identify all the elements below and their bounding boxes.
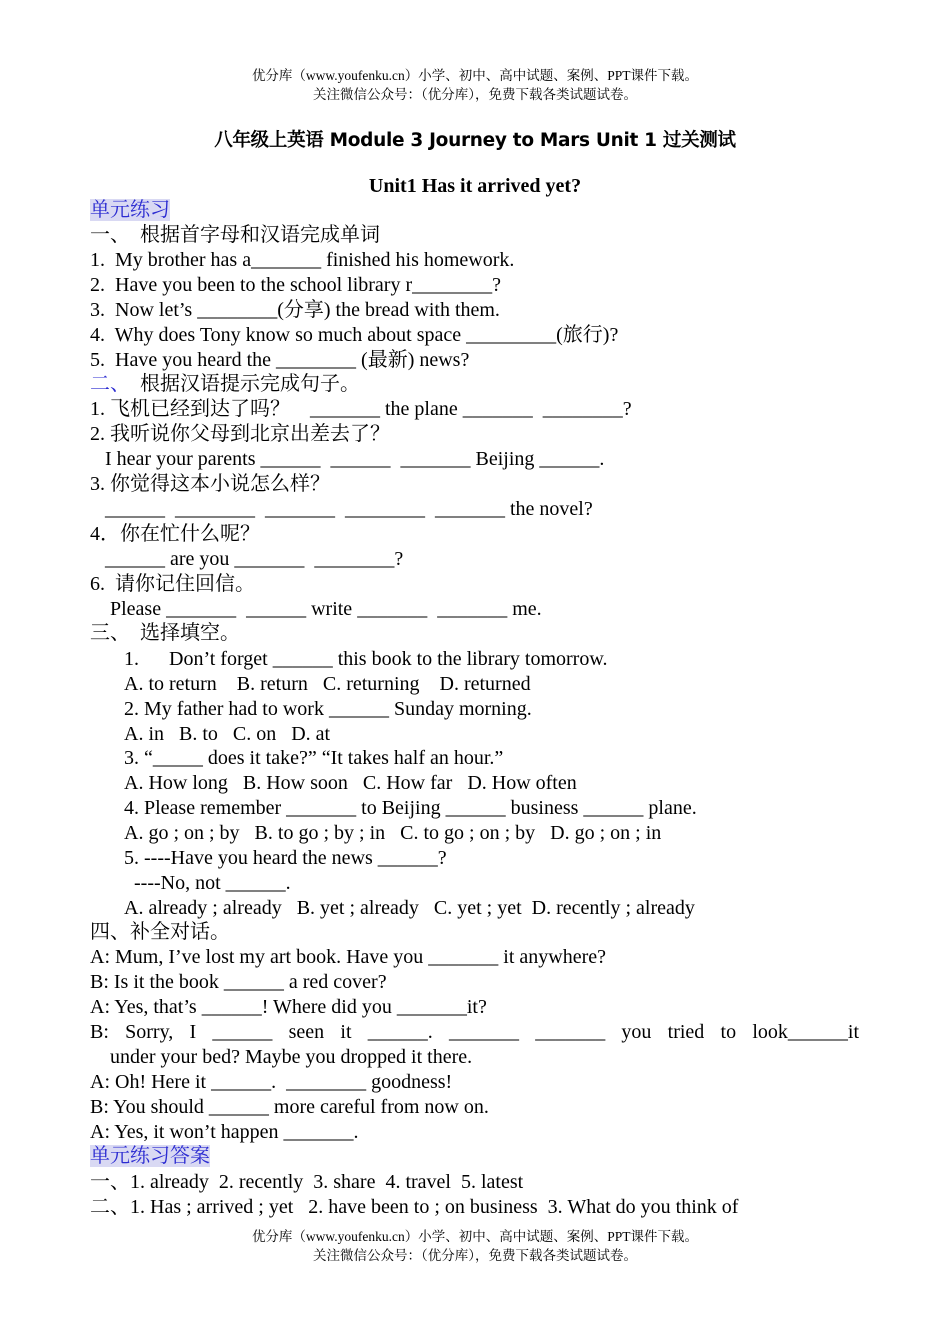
dialogue-line: under your bed? Maybe you dropped it there. — [90, 1046, 473, 1068]
part2-item: 4．你在忙什么呢？ — [90, 523, 260, 545]
part2-item: Please _______ ______ write _______ _______ me. — [90, 598, 542, 620]
part3-question: 2. My father had to work ______ Sunday morning. — [124, 698, 532, 720]
part3-question: ----No, not ______. — [124, 872, 291, 894]
part4-heading: 四、补全对话。 — [90, 921, 230, 943]
part2-heading: 二、 根据汉语提示完成句子。 — [90, 373, 360, 395]
answer-line: 二、1. Has ; arrived ; yet 2. have been to ; on business 3. What do you think of — [90, 1196, 739, 1218]
part3-question: 5. ----Have you heard the news ______? — [124, 847, 447, 869]
answer-line: 一、1. already 2. recently 3. share 4. travel 5. latest — [90, 1171, 524, 1193]
part2-item: 3. 你觉得这本小说怎么样？ — [90, 473, 330, 495]
part3-options: A. How long B. How soon C. How far D. How often — [124, 772, 577, 794]
part3-question: 1. Don’t forget ______ this book to the library tomorrow. — [124, 648, 608, 670]
dialogue-line: B: Is it the book ______ a red cover? — [90, 971, 387, 993]
part2-item: 6. 请你记住回信。 — [90, 573, 255, 595]
header-line-2: 关注微信公众号：（优分库），免费下载各类试题试卷。 — [313, 87, 637, 102]
part3-question: 4. Please remember _______ to Beijing ______ business ______ plane. — [124, 797, 697, 819]
part3-options: A. go ; on ; by B. to go ; by ; in C. to go ; on ; by D. go ; on ; in — [124, 822, 662, 844]
section-practice-heading: 单元练习 — [90, 199, 170, 221]
page-title: 八年级上英语 Module 3 Journey to Mars Unit 1 过关测试 — [214, 130, 736, 151]
part2-item: I hear your parents ______ ______ _______ Beijing ______. — [90, 448, 605, 470]
part1-item: 3. Now let’s ________(分享) the bread with them. — [90, 299, 500, 321]
dialogue-line: B: Sorry, I ______ seen it ______. _______ _______ you tried to look______it — [90, 1021, 859, 1043]
part1-item: 4. Why does Tony know so much about space _________(旅行)? — [90, 324, 619, 346]
part3-options: A. to return B. return C. returning D. returned — [124, 673, 531, 695]
part2-item: 1. 飞机已经到达了吗？ _______ the plane _______ ________? — [90, 398, 632, 420]
part3-heading: 三、 选择填空。 — [90, 622, 240, 644]
part1-item: 2. Have you been to the school library r________? — [90, 274, 502, 296]
dialogue-line: A: Oh! Here it ______. ________ goodness! — [90, 1071, 453, 1093]
part3-options: A. already ; already B. yet ; already C. yet ; yet D. recently ; already — [124, 897, 695, 919]
part3-question: 3. “_____ does it take?” “It takes half an hour.” — [124, 747, 504, 769]
dialogue-line: A: Yes, that’s ______! Where did you _______it? — [90, 996, 487, 1018]
part2-item: ______ are you _______ ________? — [90, 548, 404, 570]
header-line-1: 优分库（www.youfenku.cn）小学、初中、高中试题、案例、PPT课件下载。 — [251, 68, 699, 83]
part1-heading: 一、 根据首字母和汉语完成单词 — [90, 224, 380, 246]
dialogue-line: A: Yes, it won’t happen _______. — [90, 1121, 359, 1143]
part2-item: 2. 我听说你父母到北京出差去了？ — [90, 423, 390, 445]
part3-options: A. in B. to C. on D. at — [124, 723, 331, 745]
part1-item: 1. My brother has a_______ finished his homework. — [90, 249, 515, 271]
footer-line-1: 优分库（www.youfenku.cn）小学、初中、高中试题、案例、PPT课件下载。 — [251, 1229, 699, 1244]
part1-item: 5. Have you heard the ________ (最新) news? — [90, 349, 470, 371]
section-answers-heading: 单元练习答案 — [90, 1145, 210, 1167]
part2-item: ______ ________ _______ ________ _______ the novel? — [90, 498, 593, 520]
unit-subtitle: Unit1 Has it arrived yet? — [368, 175, 582, 197]
footer-line-2: 关注微信公众号：（优分库），免费下载各类试题试卷。 — [313, 1248, 637, 1263]
dialogue-line: B: You should ______ more careful from now on. — [90, 1096, 489, 1118]
dialogue-line: A: Mum, I’ve lost my art book. Have you _______ it anywhere? — [90, 946, 607, 968]
